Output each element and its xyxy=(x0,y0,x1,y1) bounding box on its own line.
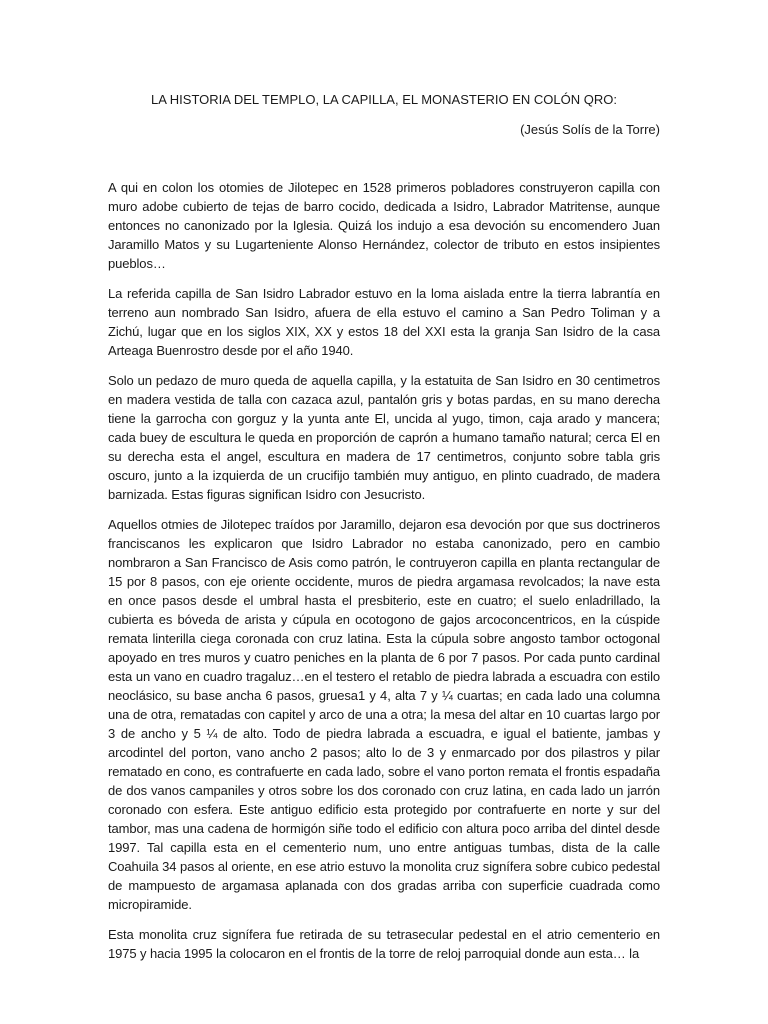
paragraph: La referida capilla de San Isidro Labrador estuvo en la loma aislada entre la tierra labrantía en terreno aun nombrado San Isidro, afuera de ella estuvo el camino a San Pedro Toliman y a Zichú, lugar que en los siglos XIX, XX y estos 18 del XXI esta la granja San Isidro de la casa Arteaga Buenrostro desde por el año 1940. xyxy=(108,286,660,358)
paragraph: A qui en colon los otomies de Jilotepec en 1528 primeros pobladores construyeron capilla con muro adobe cubierto de tejas de barro cocido, dedicada a Isidro, Labrador Matritense, aunque entonces no canonizado por la Iglesia. Quizá los indujo a esa devoción su encomendero Juan Jaramillo Matos y su Lugarteniente Alonso Hernández, colector de tributo en estos insipientes pueblos… xyxy=(108,180,660,271)
document-body xyxy=(108,178,660,974)
document-title: LA HISTORIA DEL TEMPLO, LA CAPILLA, EL MONASTERIO EN COLÓN QRO: xyxy=(151,92,617,107)
paragraph: Aquellos otmies de Jilotepec traídos por Jaramillo, dejaron esa devoción por que sus doctrineros franciscanos les explicaron que Isidro Labrador no estaba canonizado, pero en cambio nombraron a San Francisco de Asis como patrón, le contruyeron capilla en planta rectangular de 15 por 8 pasos, con eje oriente occidente, muros de piedra argamasa revolcados; la nave esta en once pasos desde el umbral hasta el presbiterio, este en cuatro; el suelo enladrillado, la cubierta es bóveda de arista y cúpula en ocotogono de gajos arcoconcentricos, en la cúspide remata linterilla ciega coronada con cruz latina. Esta la cúpula sobre angosto tambor octogonal apoyado en tres muros y cuatro peniches en la planta de 6 por 7 pasos. Por cada punto cardinal esta un vano en cuadro tragaluz…en el testero el retablo de piedra labrada a escuadra con estilo neoclásico, su base ancha 6 pasos, gruesa1 y 4, alta 7 y ¼ cuartas; en cada lado una columna una de otra, rematadas con capitel y arco de una a otra; la mesa del altar en 10 cuartas largo por 3 de ancho y 5 ¼ de alto. Todo de piedra labrada a escuadra, e igual el batiente, jambas y arcodintel del porton, vano ancho 2 pasos; alto lo de 3 y enmarcado por dos pilastros y pilar rematado en cono, es contrafuerte en cada lado, sobre el vano porton remata el frontis espadaña de dos vanos campaniles y otros sobre los dos coronado con cruz latina, en cada lado un jarrón coronado con esfera. Este antiguo edificio esta protegido por contrafuerte en norte y sur del tambor, mas una cadena de hormigón siñe todo el edificio con altura poco arriba del dintel desde 1997. Tal capilla esta en el cementerio num, uno entre antiguas tumbas, dista de la calle Coahuila 34 pasos al oriente, en ese atrio estuvo la monolita cruz signífera sobre cubico pedestal de mampuesto de argamasa aplanada con dos gradas arriba con superficie cuadrada como micropiramide. xyxy=(108,517,660,912)
paragraph: Solo un pedazo de muro queda de aquella capilla, y la estatuita de San Isidro en 30 centimetros en madera vestida de talla con cazaca azul, pantalón gris y botas pardas, en su mano derecha tiene la garrocha con gorguz y la yunta ante El, uncida al yugo, timon, caja arado y mancera; cada buey de escultura le queda en proporción de caprón a humano tamaño natural; cerca El en su derecha esta el angel, escultura en madera de 17 centimetros, conjunto sobre tabla gris oscuro, junto a la izquierda de un crucifijo también muy antiguo, en plinto cuadrado, de madera barnizada. Estas figuras significan Isidro con Jesucristo. xyxy=(108,373,660,502)
paragraph: Esta monolita cruz signífera fue retirada de su tetrasecular pedestal en el atrio cementerio en 1975 y hacia 1995 la colocaron en el frontis de la torre de reloj parroquial donde aun esta… la xyxy=(108,927,660,961)
document-author: (Jesús Solís de la Torre) xyxy=(520,122,660,137)
